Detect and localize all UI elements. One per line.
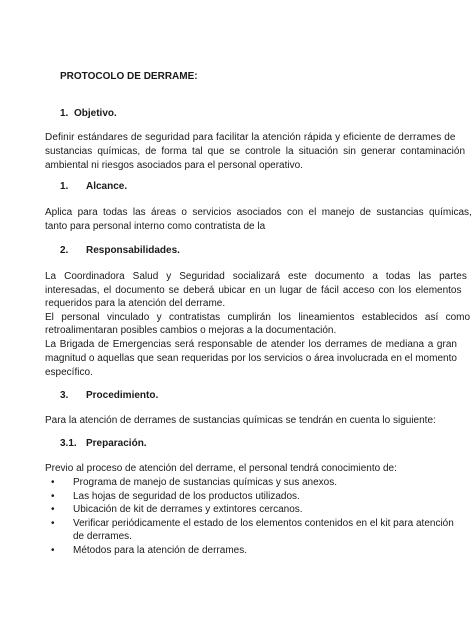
section-number: 3.1. xyxy=(60,438,77,449)
paragraph-line: Aplica para todas las áreas o servicios asociados con el manejo de sustancias químicas, xyxy=(45,207,472,218)
paragraph-line: sustancias químicas, de forma tal que se controle la situación sin generar contaminación xyxy=(45,146,466,157)
section-number: 1. xyxy=(60,181,69,192)
bullet-marker: • xyxy=(51,518,55,529)
bullet-marker: • xyxy=(51,504,55,515)
list-item: Ubicación de kit de derrames y extintores cercanos. xyxy=(73,504,303,515)
list-item: Programa de manejo de sustancias químicas y sus anexos. xyxy=(73,477,338,488)
paragraph-line: Previo al proceso de atención del derrame, el personal tendrá conocimiento de: xyxy=(45,463,397,474)
section-heading-responsabilidades: Responsabilidades. xyxy=(86,245,180,256)
paragraph-line: retroalimentaran posibles cambios o mejoras a la documentación. xyxy=(45,325,337,336)
paragraph-line: La Coordinadora Salud y Seguridad socializará este documento a todas las partes xyxy=(45,271,467,282)
paragraph-line: tanto para personal interno como contratista de la xyxy=(45,221,266,232)
paragraph-line: Definir estándares de seguridad para facilitar la atención rápida y eficiente de derrames de xyxy=(45,132,456,143)
paragraph-line: ambiental ni riesgos asociados para el personal operativo. xyxy=(45,160,303,171)
paragraph-line: El personal vinculado y contratistas cumplirán los lineamientos establecidos así como xyxy=(45,312,471,323)
paragraph-line: magnitud o aquellas que sean requeridas por los servicios o área involucrada en el momento xyxy=(45,353,457,364)
paragraph-line: interesadas, el documento se deberá ubicar en un lugar de fácil acceso con los elementos xyxy=(45,285,462,296)
section-number: 2. xyxy=(60,245,69,256)
section-heading-preparacion: Preparación. xyxy=(86,438,147,449)
section-heading-procedimiento: Procedimiento. xyxy=(86,390,159,401)
list-item-continuation: de derrames. xyxy=(73,531,132,542)
list-item: Verificar periódicamente el estado de los elementos contenidos en el kit para atención xyxy=(73,518,454,529)
bullet-marker: • xyxy=(51,491,55,502)
bullet-marker: • xyxy=(51,545,55,556)
list-item: Las hojas de seguridad de los productos utilizados. xyxy=(73,491,300,502)
bullet-marker: • xyxy=(51,477,55,488)
paragraph-line: específico. xyxy=(45,367,93,378)
section-number: 3. xyxy=(60,390,69,401)
paragraph-line: Para la atención de derrames de sustancias químicas se tendrán en cuenta lo siguiente: xyxy=(45,415,436,426)
section-heading-alcance: Alcance. xyxy=(86,181,128,192)
section-number: 1. xyxy=(60,108,69,119)
list-item: Métodos para la atención de derrames. xyxy=(73,545,247,556)
document-title: PROTOCOLO DE DERRAME: xyxy=(60,71,198,82)
section-heading-objetivo: Objetivo. xyxy=(74,108,117,119)
paragraph-line: La Brigada de Emergencias será responsable de atender los derrames de mediana a gran xyxy=(45,339,457,350)
paragraph-line: requeridos para la atención del derrame. xyxy=(45,298,226,309)
